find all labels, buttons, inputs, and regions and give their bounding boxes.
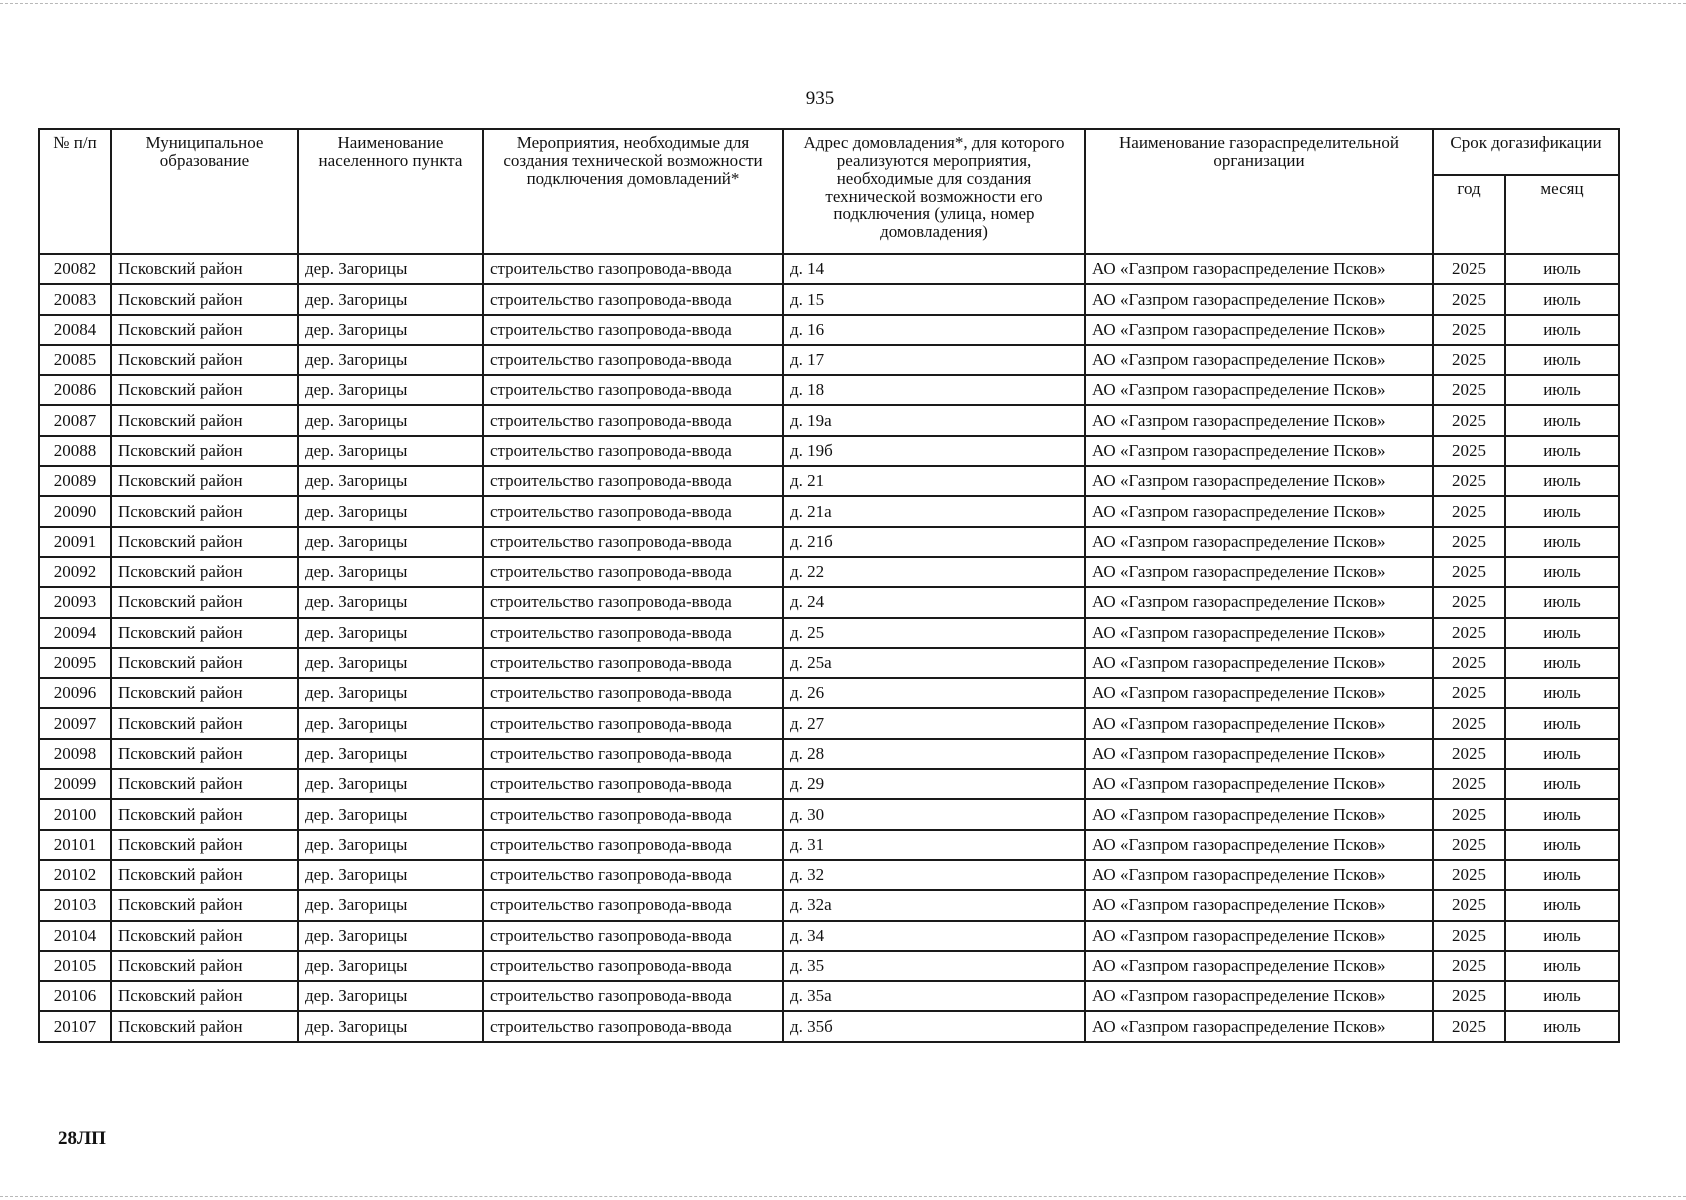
scan-edge-bottom xyxy=(0,1196,1686,1197)
cell-organization: АО «Газпром газораспределение Псков» xyxy=(1085,769,1433,799)
cell-num: 20082 xyxy=(39,254,111,284)
cell-measures: строительство газопровода-ввода xyxy=(483,739,783,769)
cell-year: 2025 xyxy=(1433,799,1505,829)
cell-measures: строительство газопровода-ввода xyxy=(483,708,783,738)
cell-settlement: дер. Загорицы xyxy=(298,284,483,314)
cell-organization: АО «Газпром газораспределение Псков» xyxy=(1085,739,1433,769)
cell-settlement: дер. Загорицы xyxy=(298,315,483,345)
cell-municipality: Псковский район xyxy=(111,527,298,557)
cell-month: июль xyxy=(1505,557,1619,587)
cell-measures: строительство газопровода-ввода xyxy=(483,527,783,557)
cell-num: 20104 xyxy=(39,921,111,951)
cell-address: д. 29 xyxy=(783,769,1085,799)
cell-measures: строительство газопровода-ввода xyxy=(483,769,783,799)
cell-month: июль xyxy=(1505,375,1619,405)
cell-num: 20096 xyxy=(39,678,111,708)
cell-measures: строительство газопровода-ввода xyxy=(483,860,783,890)
cell-month: июль xyxy=(1505,618,1619,648)
cell-measures: строительство газопровода-ввода xyxy=(483,830,783,860)
cell-address: д. 16 xyxy=(783,315,1085,345)
table-row xyxy=(39,345,1619,375)
cell-num: 20093 xyxy=(39,587,111,617)
cell-organization: АО «Газпром газораспределение Псков» xyxy=(1085,315,1433,345)
cell-settlement: дер. Загорицы xyxy=(298,890,483,920)
cell-num: 20105 xyxy=(39,951,111,981)
cell-measures: строительство газопровода-ввода xyxy=(483,466,783,496)
gasification-table xyxy=(38,128,1620,1043)
table-row xyxy=(39,436,1619,466)
cell-num: 20084 xyxy=(39,315,111,345)
cell-municipality: Псковский район xyxy=(111,708,298,738)
cell-year: 2025 xyxy=(1433,739,1505,769)
cell-organization: АО «Газпром газораспределение Псков» xyxy=(1085,375,1433,405)
cell-year: 2025 xyxy=(1433,981,1505,1011)
cell-measures: строительство газопровода-ввода xyxy=(483,618,783,648)
cell-municipality: Псковский район xyxy=(111,981,298,1011)
cell-address: д. 19б xyxy=(783,436,1085,466)
cell-month: июль xyxy=(1505,739,1619,769)
table-row xyxy=(39,618,1619,648)
footer-code: 28ЛП xyxy=(58,1128,106,1149)
cell-municipality: Псковский район xyxy=(111,315,298,345)
table-row xyxy=(39,557,1619,587)
cell-settlement: дер. Загорицы xyxy=(298,739,483,769)
cell-organization: АО «Газпром газораспределение Псков» xyxy=(1085,527,1433,557)
cell-municipality: Псковский район xyxy=(111,587,298,617)
cell-address: д. 32а xyxy=(783,890,1085,920)
cell-settlement: дер. Загорицы xyxy=(298,618,483,648)
cell-measures: строительство газопровода-ввода xyxy=(483,1011,783,1041)
cell-month: июль xyxy=(1505,345,1619,375)
cell-num: 20086 xyxy=(39,375,111,405)
cell-num: 20085 xyxy=(39,345,111,375)
cell-num: 20099 xyxy=(39,769,111,799)
cell-num: 20090 xyxy=(39,496,111,526)
table-row xyxy=(39,951,1619,981)
cell-measures: строительство газопровода-ввода xyxy=(483,678,783,708)
cell-settlement: дер. Загорицы xyxy=(298,466,483,496)
cell-municipality: Псковский район xyxy=(111,860,298,890)
cell-num: 20095 xyxy=(39,648,111,678)
cell-month: июль xyxy=(1505,315,1619,345)
cell-year: 2025 xyxy=(1433,587,1505,617)
cell-year: 2025 xyxy=(1433,557,1505,587)
cell-measures: строительство газопровода-ввода xyxy=(483,951,783,981)
cell-settlement: дер. Загорицы xyxy=(298,405,483,435)
cell-municipality: Псковский район xyxy=(111,890,298,920)
header-year: год xyxy=(1433,175,1505,254)
cell-measures: строительство газопровода-ввода xyxy=(483,375,783,405)
header-month: месяц xyxy=(1505,175,1619,254)
cell-month: июль xyxy=(1505,527,1619,557)
cell-measures: строительство газопровода-ввода xyxy=(483,436,783,466)
cell-num: 20103 xyxy=(39,890,111,920)
cell-organization: АО «Газпром газораспределение Псков» xyxy=(1085,951,1433,981)
cell-month: июль xyxy=(1505,769,1619,799)
table-row xyxy=(39,981,1619,1011)
cell-month: июль xyxy=(1505,648,1619,678)
cell-municipality: Псковский район xyxy=(111,769,298,799)
cell-address: д. 28 xyxy=(783,739,1085,769)
cell-municipality: Псковский район xyxy=(111,921,298,951)
cell-settlement: дер. Загорицы xyxy=(298,830,483,860)
cell-organization: АО «Газпром газораспределение Псков» xyxy=(1085,436,1433,466)
cell-municipality: Псковский район xyxy=(111,1011,298,1041)
cell-measures: строительство газопровода-ввода xyxy=(483,890,783,920)
cell-month: июль xyxy=(1505,587,1619,617)
cell-settlement: дер. Загорицы xyxy=(298,981,483,1011)
cell-measures: строительство газопровода-ввода xyxy=(483,557,783,587)
table-row xyxy=(39,860,1619,890)
cell-measures: строительство газопровода-ввода xyxy=(483,284,783,314)
cell-num: 20089 xyxy=(39,466,111,496)
cell-municipality: Псковский район xyxy=(111,951,298,981)
cell-address: д. 35 xyxy=(783,951,1085,981)
cell-settlement: дер. Загорицы xyxy=(298,496,483,526)
cell-year: 2025 xyxy=(1433,284,1505,314)
page-number: 935 xyxy=(805,88,835,109)
cell-municipality: Псковский район xyxy=(111,618,298,648)
table-row xyxy=(39,799,1619,829)
cell-year: 2025 xyxy=(1433,921,1505,951)
cell-address: д. 18 xyxy=(783,375,1085,405)
cell-address: д. 35а xyxy=(783,981,1085,1011)
cell-month: июль xyxy=(1505,496,1619,526)
cell-organization: АО «Газпром газораспределение Псков» xyxy=(1085,254,1433,284)
cell-organization: АО «Газпром газораспределение Псков» xyxy=(1085,284,1433,314)
cell-num: 20098 xyxy=(39,739,111,769)
cell-organization: АО «Газпром газораспределение Псков» xyxy=(1085,921,1433,951)
cell-month: июль xyxy=(1505,466,1619,496)
cell-municipality: Псковский район xyxy=(111,496,298,526)
cell-month: июль xyxy=(1505,284,1619,314)
cell-address: д. 32 xyxy=(783,860,1085,890)
cell-measures: строительство газопровода-ввода xyxy=(483,799,783,829)
cell-num: 20083 xyxy=(39,284,111,314)
cell-month: июль xyxy=(1505,678,1619,708)
header-municipality: Муниципальное образование xyxy=(111,129,298,254)
cell-organization: АО «Газпром газораспределение Псков» xyxy=(1085,496,1433,526)
cell-municipality: Псковский район xyxy=(111,284,298,314)
cell-organization: АО «Газпром газораспределение Псков» xyxy=(1085,557,1433,587)
cell-year: 2025 xyxy=(1433,496,1505,526)
cell-num: 20094 xyxy=(39,618,111,648)
cell-municipality: Псковский район xyxy=(111,799,298,829)
cell-address: д. 22 xyxy=(783,557,1085,587)
cell-measures: строительство газопровода-ввода xyxy=(483,496,783,526)
cell-organization: АО «Газпром газораспределение Псков» xyxy=(1085,708,1433,738)
cell-municipality: Псковский район xyxy=(111,678,298,708)
cell-settlement: дер. Загорицы xyxy=(298,345,483,375)
cell-month: июль xyxy=(1505,981,1619,1011)
cell-month: июль xyxy=(1505,951,1619,981)
table-row xyxy=(39,890,1619,920)
cell-year: 2025 xyxy=(1433,708,1505,738)
cell-municipality: Псковский район xyxy=(111,345,298,375)
cell-num: 20097 xyxy=(39,708,111,738)
cell-year: 2025 xyxy=(1433,436,1505,466)
table-row xyxy=(39,405,1619,435)
table-row xyxy=(39,830,1619,860)
cell-settlement: дер. Загорицы xyxy=(298,921,483,951)
table-row xyxy=(39,375,1619,405)
cell-year: 2025 xyxy=(1433,769,1505,799)
cell-address: д. 15 xyxy=(783,284,1085,314)
cell-organization: АО «Газпром газораспределение Псков» xyxy=(1085,890,1433,920)
table-row xyxy=(39,587,1619,617)
cell-settlement: дер. Загорицы xyxy=(298,648,483,678)
cell-address: д. 25 xyxy=(783,618,1085,648)
cell-municipality: Псковский район xyxy=(111,739,298,769)
cell-year: 2025 xyxy=(1433,1011,1505,1041)
cell-organization: АО «Газпром газораспределение Псков» xyxy=(1085,587,1433,617)
cell-municipality: Псковский район xyxy=(111,436,298,466)
cell-year: 2025 xyxy=(1433,951,1505,981)
cell-measures: строительство газопровода-ввода xyxy=(483,981,783,1011)
cell-settlement: дер. Загорицы xyxy=(298,799,483,829)
cell-num: 20087 xyxy=(39,405,111,435)
cell-address: д. 25а xyxy=(783,648,1085,678)
cell-organization: АО «Газпром газораспределение Псков» xyxy=(1085,345,1433,375)
table-row xyxy=(39,739,1619,769)
cell-month: июль xyxy=(1505,708,1619,738)
cell-num: 20107 xyxy=(39,1011,111,1041)
header-settlement: Наименование населенного пункта xyxy=(298,129,483,254)
cell-municipality: Псковский район xyxy=(111,405,298,435)
table-body xyxy=(39,254,1619,1042)
cell-address: д. 30 xyxy=(783,799,1085,829)
cell-address: д. 31 xyxy=(783,830,1085,860)
scan-edge-top xyxy=(0,3,1686,4)
cell-settlement: дер. Загорицы xyxy=(298,860,483,890)
cell-address: д. 14 xyxy=(783,254,1085,284)
cell-address: д. 21б xyxy=(783,527,1085,557)
cell-organization: АО «Газпром газораспределение Псков» xyxy=(1085,830,1433,860)
table-row xyxy=(39,708,1619,738)
table-row xyxy=(39,496,1619,526)
cell-settlement: дер. Загорицы xyxy=(298,587,483,617)
table-row xyxy=(39,527,1619,557)
cell-measures: строительство газопровода-ввода xyxy=(483,648,783,678)
cell-settlement: дер. Загорицы xyxy=(298,254,483,284)
cell-municipality: Псковский район xyxy=(111,557,298,587)
header-num: № п/п xyxy=(39,129,111,254)
table-row xyxy=(39,769,1619,799)
cell-year: 2025 xyxy=(1433,345,1505,375)
header-measures: Мероприятия, необходимые для создания технической возможности подключения домовладений* xyxy=(483,129,783,254)
cell-settlement: дер. Загорицы xyxy=(298,708,483,738)
cell-measures: строительство газопровода-ввода xyxy=(483,315,783,345)
cell-address: д. 35б xyxy=(783,1011,1085,1041)
cell-organization: АО «Газпром газораспределение Псков» xyxy=(1085,799,1433,829)
cell-municipality: Псковский район xyxy=(111,375,298,405)
cell-year: 2025 xyxy=(1433,405,1505,435)
cell-num: 20100 xyxy=(39,799,111,829)
cell-municipality: Псковский район xyxy=(111,254,298,284)
cell-year: 2025 xyxy=(1433,254,1505,284)
cell-year: 2025 xyxy=(1433,890,1505,920)
cell-year: 2025 xyxy=(1433,678,1505,708)
cell-measures: строительство газопровода-ввода xyxy=(483,921,783,951)
cell-organization: АО «Газпром газораспределение Псков» xyxy=(1085,618,1433,648)
header-deadline: Срок догазификации xyxy=(1433,129,1619,175)
cell-measures: строительство газопровода-ввода xyxy=(483,254,783,284)
cell-measures: строительство газопровода-ввода xyxy=(483,345,783,375)
cell-organization: АО «Газпром газораспределение Псков» xyxy=(1085,860,1433,890)
cell-settlement: дер. Загорицы xyxy=(298,769,483,799)
cell-address: д. 34 xyxy=(783,921,1085,951)
cell-organization: АО «Газпром газораспределение Псков» xyxy=(1085,678,1433,708)
cell-municipality: Псковский район xyxy=(111,648,298,678)
cell-organization: АО «Газпром газораспределение Псков» xyxy=(1085,466,1433,496)
cell-address: д. 27 xyxy=(783,708,1085,738)
cell-month: июль xyxy=(1505,830,1619,860)
header-organization: Наименование газораспределительной организации xyxy=(1085,129,1433,254)
cell-settlement: дер. Загорицы xyxy=(298,557,483,587)
cell-measures: строительство газопровода-ввода xyxy=(483,405,783,435)
table-row xyxy=(39,921,1619,951)
cell-address: д. 21 xyxy=(783,466,1085,496)
cell-address: д. 17 xyxy=(783,345,1085,375)
cell-month: июль xyxy=(1505,799,1619,829)
cell-organization: АО «Газпром газораспределение Псков» xyxy=(1085,1011,1433,1041)
cell-month: июль xyxy=(1505,254,1619,284)
cell-settlement: дер. Загорицы xyxy=(298,1011,483,1041)
table-row xyxy=(39,284,1619,314)
table-row xyxy=(39,254,1619,284)
cell-settlement: дер. Загорицы xyxy=(298,436,483,466)
cell-settlement: дер. Загорицы xyxy=(298,375,483,405)
cell-organization: АО «Газпром газораспределение Псков» xyxy=(1085,648,1433,678)
cell-month: июль xyxy=(1505,890,1619,920)
cell-measures: строительство газопровода-ввода xyxy=(483,587,783,617)
cell-year: 2025 xyxy=(1433,315,1505,345)
cell-month: июль xyxy=(1505,860,1619,890)
cell-year: 2025 xyxy=(1433,618,1505,648)
cell-num: 20088 xyxy=(39,436,111,466)
cell-address: д. 19а xyxy=(783,405,1085,435)
table-row xyxy=(39,466,1619,496)
cell-organization: АО «Газпром газораспределение Псков» xyxy=(1085,981,1433,1011)
table-row xyxy=(39,315,1619,345)
cell-year: 2025 xyxy=(1433,860,1505,890)
cell-year: 2025 xyxy=(1433,466,1505,496)
table-row xyxy=(39,1011,1619,1041)
header-address: Адрес домовладения*, для которого реализуются мероприятия, необходимые для создания технической возможности его подключения (улица, номер домовладения) xyxy=(783,129,1085,254)
cell-organization: АО «Газпром газораспределение Псков» xyxy=(1085,405,1433,435)
cell-settlement: дер. Загорицы xyxy=(298,527,483,557)
cell-year: 2025 xyxy=(1433,648,1505,678)
cell-num: 20106 xyxy=(39,981,111,1011)
cell-address: д. 21а xyxy=(783,496,1085,526)
cell-num: 20101 xyxy=(39,830,111,860)
cell-municipality: Псковский район xyxy=(111,830,298,860)
cell-num: 20091 xyxy=(39,527,111,557)
cell-month: июль xyxy=(1505,405,1619,435)
cell-settlement: дер. Загорицы xyxy=(298,951,483,981)
cell-month: июль xyxy=(1505,1011,1619,1041)
cell-num: 20102 xyxy=(39,860,111,890)
cell-address: д. 24 xyxy=(783,587,1085,617)
cell-address: д. 26 xyxy=(783,678,1085,708)
cell-month: июль xyxy=(1505,436,1619,466)
cell-settlement: дер. Загорицы xyxy=(298,678,483,708)
cell-year: 2025 xyxy=(1433,375,1505,405)
cell-month: июль xyxy=(1505,921,1619,951)
cell-year: 2025 xyxy=(1433,527,1505,557)
cell-year: 2025 xyxy=(1433,830,1505,860)
table-row xyxy=(39,648,1619,678)
cell-municipality: Псковский район xyxy=(111,466,298,496)
cell-num: 20092 xyxy=(39,557,111,587)
table-row xyxy=(39,678,1619,708)
